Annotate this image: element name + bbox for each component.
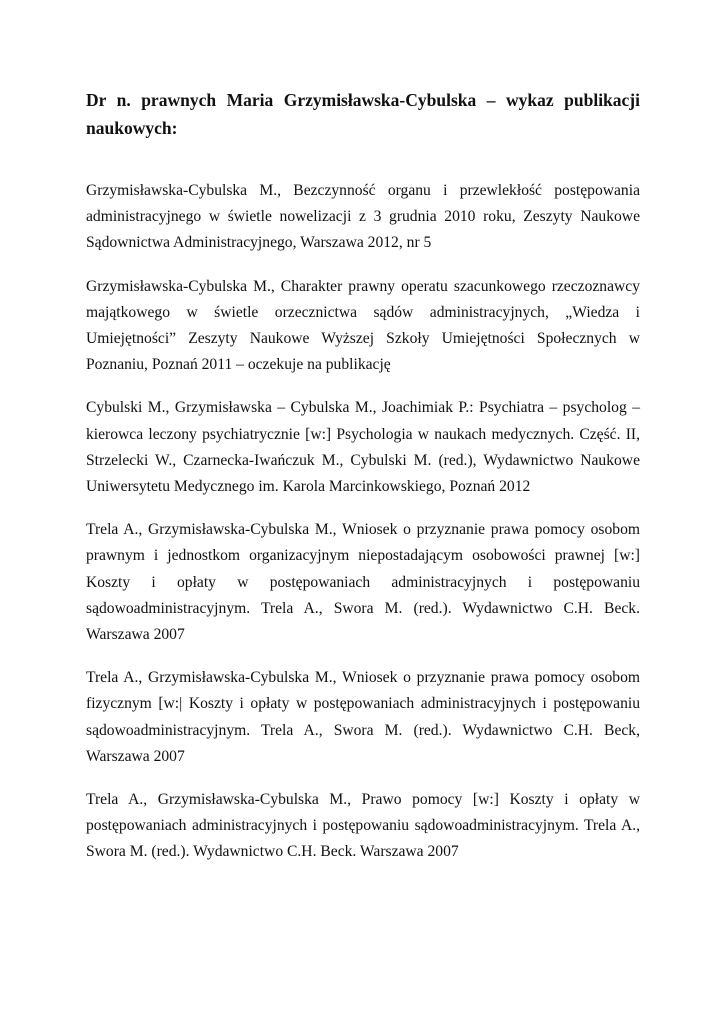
- publication-entry-4: Trela A., Grzymisławska-Cybulska M., Wniosek o przyznanie prawa pomocy osobom prawnym i jednostkom organizacyjnym niepostadającym osobowości prawnej [w:] Koszty i opłaty w postępowaniach administracyjnych i postępowaniu sądowoadministracyjnym. Trela A., Swora M. (red.). Wydawnictwo C.H. Beck. Warszawa 2007: [86, 521, 640, 644]
- publication-entry-3: Cybulski M., Grzymisławska – Cybulska M., Joachimiak P.: Psychiatra – psycholog – kierowca leczony psychiatrycznie [w:] Psychologia w naukach medycznych. Część. II, Strzelecki W., Czarnecka-Iwańczuk M., Cybulski M. (red.), Wydawnictwo Naukowe Uniwersytetu Medycznego im. Karola Marcinkowskiego, Poznań 2012: [86, 399, 640, 496]
- document-page: [86, 86, 640, 883]
- publication-entry-2: Grzymisławska-Cybulska M., Charakter prawny operatu szacunkowego rzeczoznawcy majątkowego w świetle orzecznictwa sądów administracyjnych, „Wiedza i Umiejętności” Zeszyty Naukowe Wyższej Szkoły Umiejętności Społecznych w Poznaniu, Poznań 2011 – oczekuje na publikację: [86, 277, 640, 374]
- publication-entry-6: Trela A., Grzymisławska-Cybulska M., Prawo pomocy [w:] Koszty i opłaty w postępowaniach administracyjnych i postępowaniu sądowoadministracyjnym. Trela A., Swora M. (red.). Wydawnictwo C.H. Beck. Warszawa 2007: [86, 791, 640, 861]
- publication-entry-5: Trela A., Grzymisławska-Cybulska M., Wniosek o przyznanie prawa pomocy osobom fizycznym [w:| Koszty i opłaty w postępowaniach administracyjnych i postępowaniu sądowoadministracyjnym. Trela A., Swora M. (red.). Wydawnictwo C.H. Beck, Warszawa 2007: [86, 669, 640, 765]
- document-title: Dr n. prawnych Maria Grzymisławska-Cybulska – wykaz publikacji naukowych:: [86, 90, 640, 138]
- publication-entry-1: Grzymisławska-Cybulska M., Bezczynność organu i przewlekłość postępowania administracyjnego w świetle nowelizacji z 3 grudnia 2010 roku, Zeszyty Naukowe Sądownictwa Administracyjnego, Warszawa 2012, nr 5: [86, 182, 640, 252]
